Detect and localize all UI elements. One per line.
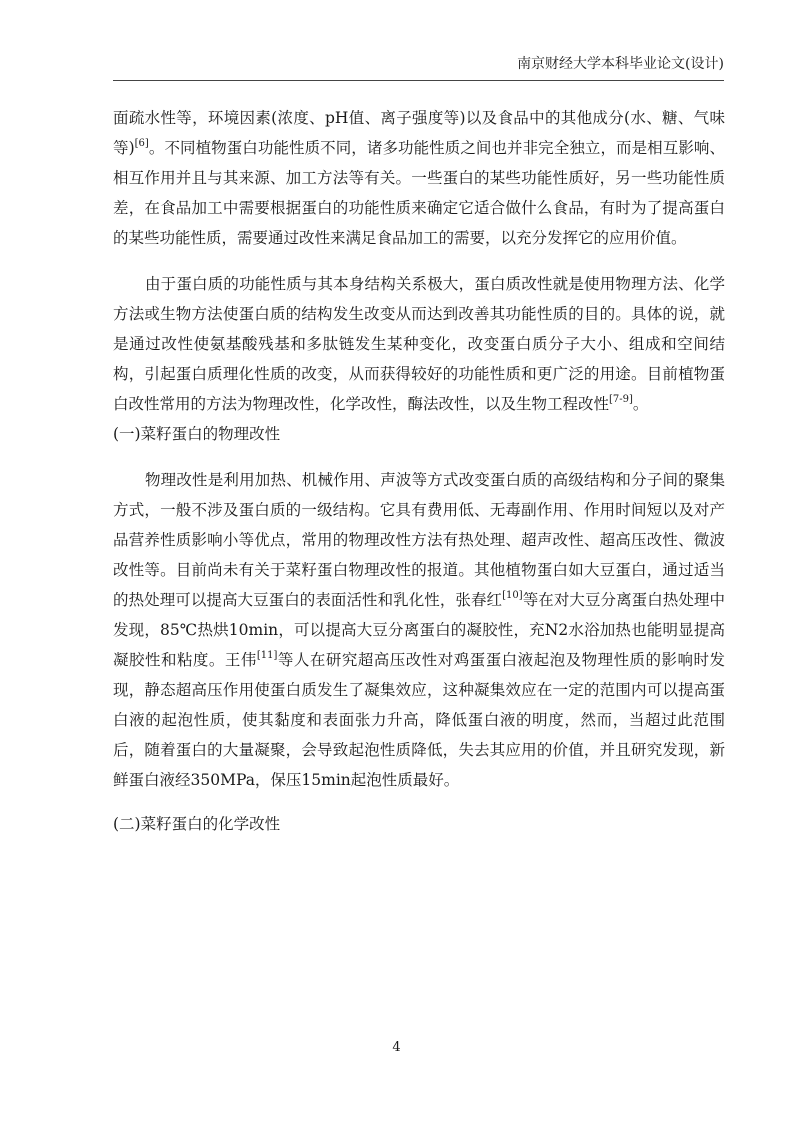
section-heading-physical: (一)菜籽蛋白的物理改性 — [113, 425, 281, 443]
section-heading-chemical: (二)菜籽蛋白的化学改性 — [113, 815, 281, 833]
paragraph-3-text-b: 等在对大豆分离蛋白热处理中发现，85℃热烘10min，可以提高大豆分离蛋白的凝胶性，充N2水浴加热也能明显提高凝胶性和粘度。王伟 — [113, 591, 725, 669]
citation-10: [10] — [502, 590, 523, 601]
citation-6: [6] — [134, 138, 149, 149]
paragraph-2-text-b: 。 — [632, 395, 649, 413]
paragraph-1 — [113, 103, 725, 253]
paragraph-3-text-c: 等人在研究超高压改性对鸡蛋蛋白液起泡及物理性质的影响时发现，静态超高压作用使蛋白质发生了凝集效应，这种凝集效应在一定的范围内可以提高蛋白液的起泡性质，使其黏度和表面张力升高，降低蛋白液的明度，然而，当超过此范围后，随着蛋白的大量凝聚，会导致起泡性质降低，失去其应用的价值，并且研究发现，新鲜蛋白液经350MPa，保压15min起泡性质最好。 — [113, 651, 725, 789]
paragraph-3-text-a: 物理改性是利用加热、机械作用、声波等方式改变蛋白质的高级结构和分子间的聚集方式，一般不涉及蛋白质的一级结构。它具有费用低、无毒副作用、作用时间短以及对产品营养性质影响小等优点，常用的物理改性方法有热处理、超声改性、超高压改性、微波改性等。目前尚未有关于菜籽蛋白物理改性的报道。其他植物蛋白如大豆蛋白，通过适当的热处理可以提高大豆蛋白的表面活性和乳化性，张春红 — [113, 471, 725, 609]
citation-11: [11] — [256, 650, 278, 661]
citation-7-9: [7-9] — [609, 394, 633, 405]
paragraph-3 — [113, 465, 725, 795]
paragraph-2-text-a: 由于蛋白质的功能性质与其本身结构关系极大，蛋白质改性就是使用物理方法、化学方法或生物方法使蛋白质的结构发生改变从而达到改善其功能性质的目的。具体的说，就是通过改性使氨基酸残基和多肽链发生某种变化，改变蛋白质分子大小、组成和空间结构，引起蛋白质理化性质的改变，从而获得较好的功能性质和更广泛的用途。目前植物蛋白改性常用的方法为物理改性，化学改性，酶法改性，以及生物工程改性 — [113, 275, 725, 413]
paragraph-2 — [113, 269, 725, 419]
header-rule — [113, 80, 724, 81]
paragraph-1-text-a: 面疏水性等，环境因素(浓度、pH值、离子强度等)以及食品中的其他成分(水、糖、气味等) — [113, 109, 725, 157]
page-number: 4 — [392, 1040, 401, 1055]
paragraph-1-text-b: 。不同植物蛋白功能性质不同，诸多功能性质之间也并非完全独立，而是相互影响、相互作用并且与其来源、加工方法等有关。一些蛋白的某些功能性质好，另一些功能性质差，在食品加工中需要根据蛋白的功能性质来确定它适合做什么食品，有时为了提高蛋白的某些功能性质，需要通过改性来满足食品加工的需要，以充分发挥它的应用价值。 — [113, 139, 725, 247]
running-header: 南京财经大学本科毕业论文(设计) — [517, 56, 724, 72]
document-body — [113, 103, 725, 839]
